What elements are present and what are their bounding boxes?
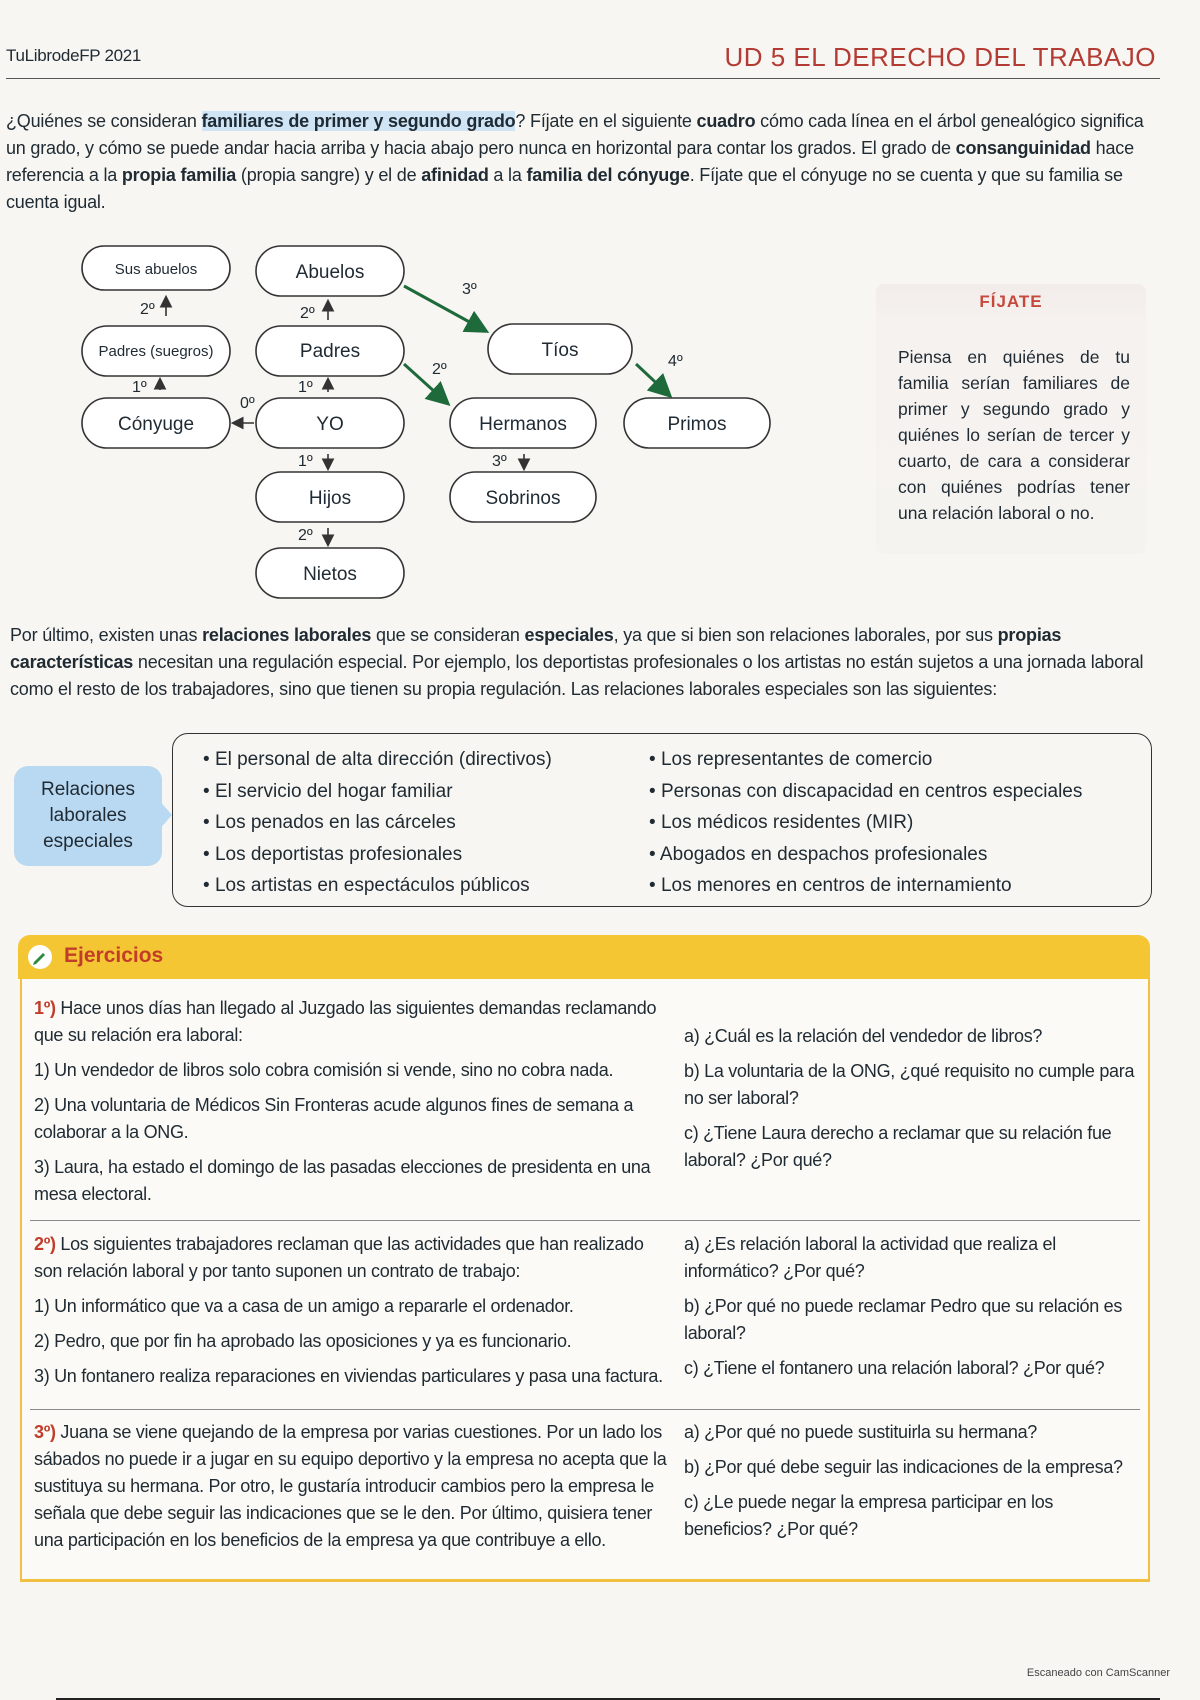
fijate-title: FÍJATE [979,292,1043,311]
exercises-body [20,979,1150,1582]
node-yo-label: YO [316,414,344,435]
exercise-1-item: 1) Un vendedor de libros solo cobra comisión si vende, sino no cobra nada. [34,1060,614,1080]
node-primos-label: Primos [667,414,727,435]
exercises-header [18,935,1150,979]
special-relations-label: Relaciones laborales especiales [14,766,162,866]
deg-tios-primos: 4º [668,353,683,370]
exercise-3-question: c) ¿Le puede negar la empresa participar en los beneficios? ¿Por qué? [684,1492,1054,1539]
fijate-callout [876,284,1146,554]
exercise-2-item: 1) Un informático que va a casa de un amigo a repararle el ordenador. [34,1296,574,1316]
exercise-3 [34,1419,1138,1569]
exercise-1-statement: 1º) Hace unos días han llegado al Juzgado las siguientes demandas reclamando que su relación era laboral: [34,998,657,1045]
exercise-1-item: 2) Una voluntaria de Médicos Sin Fronteras acude algunos fines de semana a colaborar a la ONG. [34,1095,634,1142]
intro-paragraph: ¿Quiénes se consideran familiares de primer y segundo grado? Fíjate en el siguiente cuadro cómo cada línea en el árbol genealógico significa un grado, y cómo se puede andar hacia arriba y hacia abajo pero nunca en horizontal para contar los grados. El grado de consanguinidad hace referencia a la propia familia (propia sangre) y el de afinidad a la familia del cónyuge. Fíjate que el cónyuge no se cuenta y que su familia se cuenta igual. [6,111,1144,212]
exercise-2-item: 2) Pedro, que por fin ha aprobado las oposiciones y ya es funcionario. [34,1331,572,1351]
exercises-title: Ejercicios [64,944,164,967]
exercise-1 [34,995,1138,1205]
deg-suegros-abuelos: 2º [140,301,155,318]
list-item: • El personal de alta dirección (directivos) [203,744,552,776]
exercise-3-statement: 3º) Juana se viene quejando de la empresa por varias cuestiones. Por un lado los sábados no puede ir a jugar en su equipo deportivo y la empresa no acepta que la sustituya su hermana. Por otro, le gustaría introducir cambios pero la empresa le señala que debe seguir las indicaciones que se le den. Por último, quisiera tener una participación en los beneficios de la empresa ya que contribuye a ello. [34,1422,667,1550]
pencil-icon [28,945,52,969]
node-padres-suegros-label: Padres (suegros) [98,343,214,360]
exercise-1-question: a) ¿Cuál es la relación del vendedor de libros? [684,1026,1043,1046]
node-hijos-label: Hijos [308,488,352,509]
special-relations-paragraph: Por último, existen unas relaciones laborales que se consideran especiales, ya que si bien son relaciones laborales, por sus propias características necesitan una regulación especial. Por ejemplo, los deportistas profesionales o los artistas no están sujetos a una jornada laboral como el resto de los trabajadores, sino que tienen su propia regulación. Las relaciones laborales especiales son las siguientes: [10,625,1144,699]
header-divider [6,78,1160,79]
node-sobrinos-label: Sobrinos [485,488,561,509]
exercise-2-question: a) ¿Es relación laboral la actividad que realiza el informático? ¿Por qué? [684,1234,1056,1281]
list-item: • Los menores en centros de internamiento [649,870,1082,902]
deg-hermanos-sobrinos: 3º [492,453,507,470]
node-nietos-label: Nietos [303,564,357,585]
exercise-2-question: c) ¿Tiene el fontanero una relación laboral? ¿Por qué? [684,1358,1105,1378]
node-conyuge-label: Cónyuge [117,414,195,435]
exercise-1-question: c) ¿Tiene Laura derecho a reclamar que su relación fue laboral? ¿Por qué? [684,1123,1112,1170]
special-relations-list-2 [649,744,1082,902]
list-item: • Los artistas en espectáculos públicos [203,870,552,902]
exercise-3-question: a) ¿Por qué no puede sustituirla su hermana? [684,1422,1038,1442]
special-relations-arrow [150,790,172,840]
node-sus-abuelos-label: Sus abuelos [114,261,198,278]
exercise-2-item: 3) Un fontanero realiza reparaciones en viviendas particulares y pasa una factura. [34,1366,663,1386]
header-unit-title: UD 5 EL DERECHO DEL TRABAJO [724,42,1156,72]
list-item: • Los representantes de comercio [649,744,1082,776]
list-item: • Los penados en las cárceles [203,807,552,839]
deg-padres-abuelos: 2º [300,305,315,322]
node-abuelos-label: Abuelos [295,262,365,283]
node-padres-label: Padres [299,341,361,362]
arrow-tios-to-primos [636,364,668,394]
exercise-2-question: b) ¿Por qué no puede reclamar Pedro que su relación es laboral? [684,1296,1123,1343]
deg-padres-hermanos: 2º [432,361,447,378]
exercise-2 [34,1231,1138,1391]
node-tios-label: Tíos [541,340,579,361]
list-item: • Los deportistas profesionales [203,839,552,871]
exercise-1-item: 3) Laura, ha estado el domingo de las pasadas elecciones de presidenta en una mesa electoral. [34,1157,651,1204]
exercise-1-question: b) La voluntaria de la ONG, ¿qué requisito no cumple para no ser laboral? [684,1061,1135,1108]
exercise-3-question: b) ¿Por qué debe seguir las indicaciones de la empresa? [684,1457,1123,1477]
deg-abuelos-tios: 3º [462,281,477,298]
exercise-divider [30,1220,1140,1221]
list-item: • Personas con discapacidad en centros especiales [649,776,1082,808]
deg-hijos-nietos: 2º [298,527,313,544]
exercise-divider [30,1409,1140,1410]
deg-conyuge-suegros: 1º [132,379,147,396]
node-hermanos-label: Hermanos [479,414,567,435]
fijate-text: Piensa en quiénes de tu familia serían familiares de primer y segundo grado y quiénes lo serían de tercer y cuarto, de cara a considerar con quiénes podrías tener una relación laboral o no. [898,347,1130,523]
deg-yo-hijos: 1º [298,453,313,470]
list-item: • Los médicos residentes (MIR) [649,807,1082,839]
special-relations-list-1 [203,744,552,902]
deg-yo-conyuge: 0º [240,395,255,412]
scanner-watermark: Escaneado con CamScanner [1026,1667,1170,1679]
special-relations-box [172,733,1152,907]
header-book-title: TuLibrodeFP 2021 [6,46,142,65]
list-item: • Abogados en despachos profesionales [649,839,1082,871]
list-item: • El servicio del hogar familiar [203,776,552,808]
family-tree-diagram [0,236,800,606]
deg-yo-padres: 1º [298,379,313,396]
exercise-2-statement: 2º) Los siguientes trabajadores reclaman que las actividades que han realizado son relación laboral y por tanto suponen un contrato de trabajo: [34,1234,644,1281]
